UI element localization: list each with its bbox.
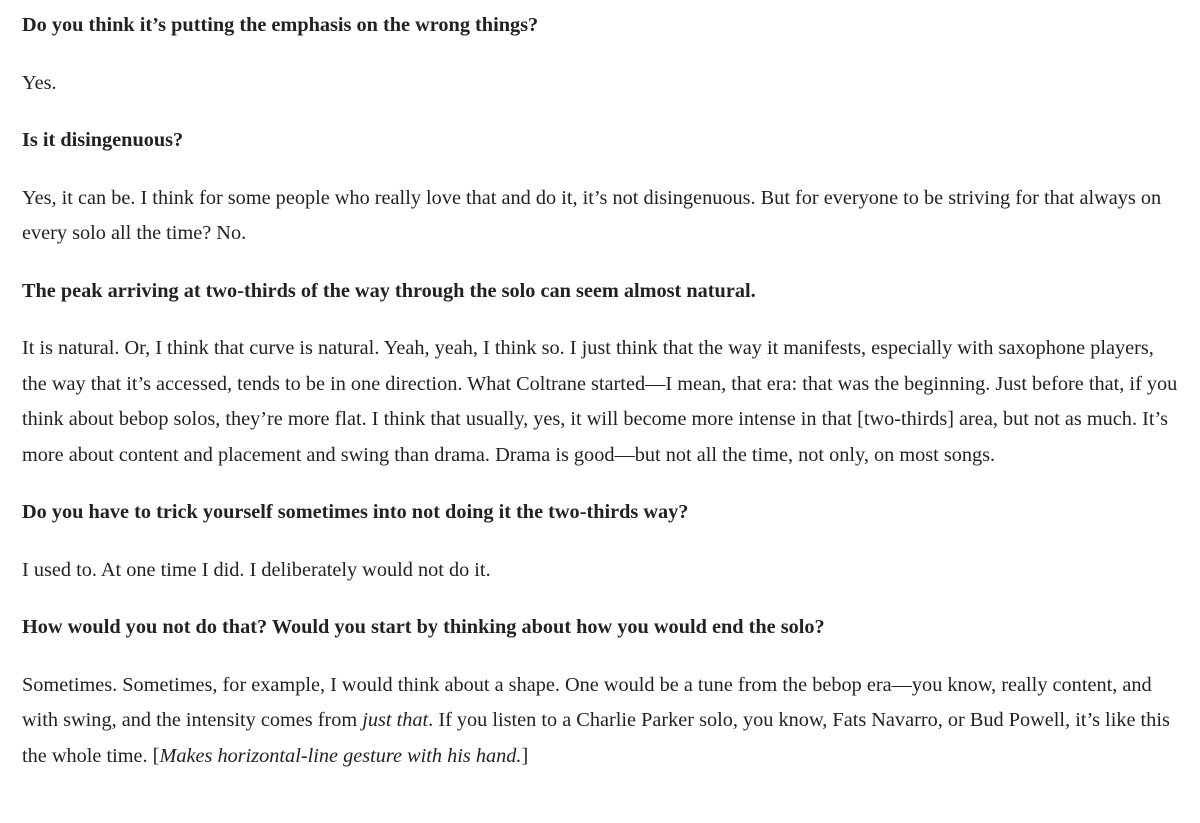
answer-5-text-1: Sometimes. Sometimes, for example, I would think about a shape. One would be a tune from the bebop era—you know, really content, and with swing, and the intensity comes from [22,673,1152,731]
answer-2: Yes, it can be. I think for some people who really love that and do it, it’s not disingenuous. But for everyone to be striving for that always on every solo all the time? No. [22,186,1162,244]
question-3: The peak arriving at two-thirds of the way through the solo can seem almost natural. [22,279,756,302]
question-2: Is it disingenuous? [22,129,184,151]
answer-5-stage-direction: Makes horizontal-line gesture with his hand. [159,744,522,767]
question-4: Do you have to trick yourself sometimes into not doing it the two-thirds way? [22,501,689,523]
question-5: How would you not do that? Would you start by thinking about how you would end the solo? [22,616,825,638]
answer-5 [22,668,1178,775]
answer-4: I used to. At one time I did. I deliberately would not do it. [22,558,491,581]
question-1: Do you think it’s putting the emphasis on the wrong things? [22,14,539,36]
answer-3: It is natural. Or, I think that curve is natural. Yeah, yeah, I think so. I just think that the way it manifests, especially with saxophone players, the way that it’s accessed, tends to be in one direction. What Coltrane started—I mean, that era: that was the beginning. Just before that, if you think about bebop solos, they’re more flat. I think that usually, yes, it will become more intense in that [two-thirds] area, but not as much. It’s more about content and placement and swing than drama. Drama is good—but not all the time, not only, on most songs. [22,337,1178,466]
answer-5-text-3: ] [521,744,529,767]
answer-1: Yes. [22,71,57,94]
answer-5-emphasis-1: just that [362,709,429,731]
answer-5-text-2: . If you listen to a Charlie Parker solo, you know, Fats Navarro, or Bud Powell, it’s like this the whole time. [ [22,709,1170,767]
